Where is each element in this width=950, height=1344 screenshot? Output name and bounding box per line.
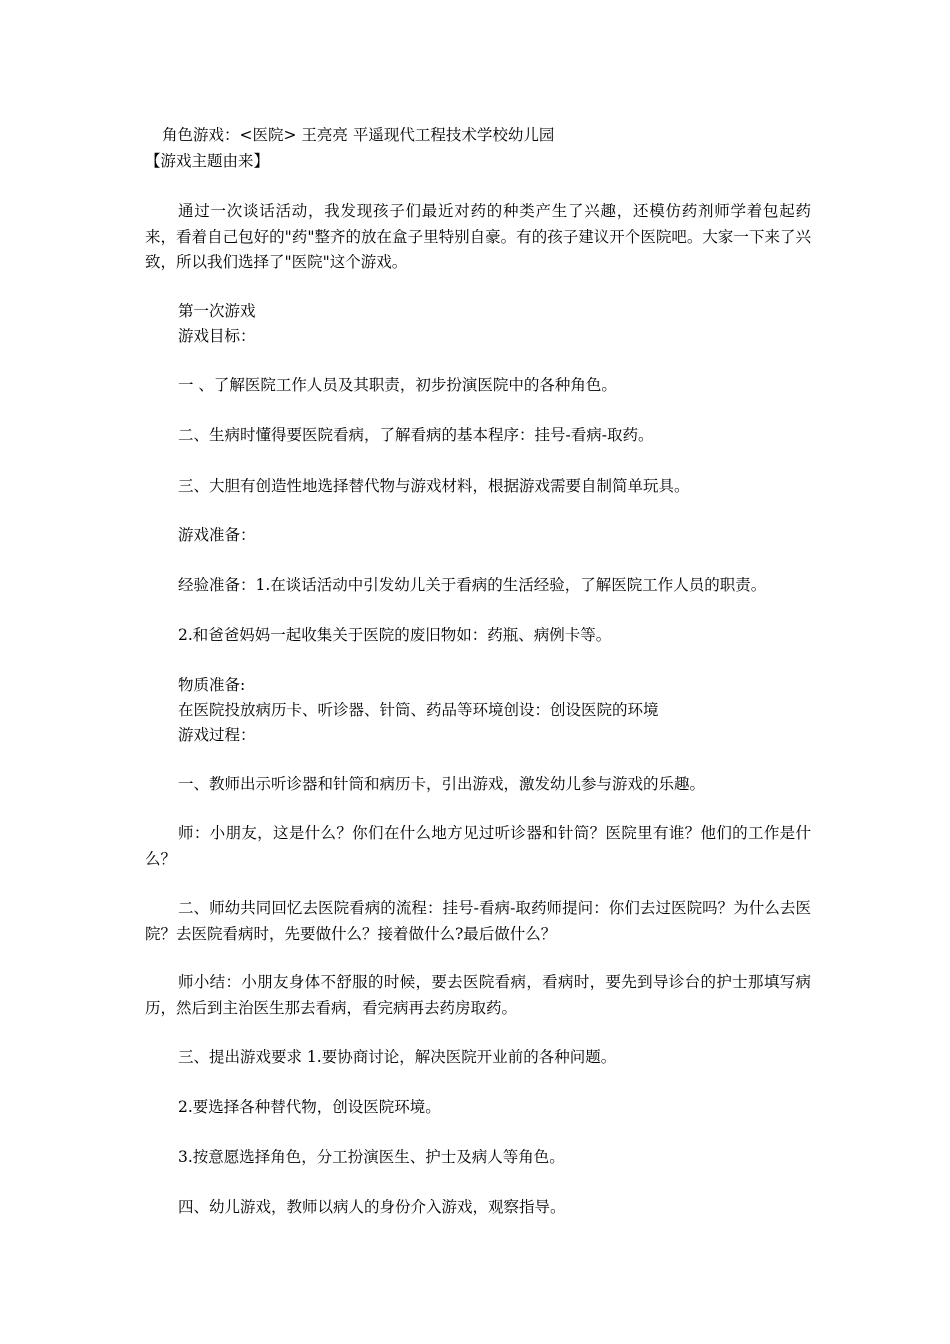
goal-1: 一 、了解医院工作人员及其职责，初步扮演医院中的各种角色。: [178, 376, 617, 394]
process-label: 游戏过程：: [178, 726, 256, 744]
first-game-heading: 第一次游戏: [178, 302, 256, 320]
section-heading: 【游戏主题由来】: [145, 152, 270, 170]
teacher-question: 师：小朋友，这是什么？你们在什么地方见过听诊器和针筒？医院里有谁？他们的工作是什么？: [145, 824, 811, 868]
goal-3: 三、大胆有创造性地选择替代物与游戏材料，根据游戏需要自制简单玩具。: [178, 477, 690, 495]
step-1: 一、教师出示听诊器和针筒和病历卡，引出游戏，激发幼儿参与游戏的乐趣。: [178, 775, 706, 793]
requirement-3: 3.按意愿选择角色，分工扮演医生、护士及病人等角色。: [178, 1148, 565, 1166]
material-label: 物质准备:: [178, 676, 246, 694]
prep-experience: 经验准备：1.在谈话活动中引发幼儿关于看病的生活经验，了解医院工作人员的职责。: [178, 576, 767, 594]
goals-label: 游戏目标：: [178, 327, 256, 345]
prep-label: 游戏准备：: [178, 526, 256, 544]
teacher-summary: 师小结：小朋友身体不舒服的时候，要去医院看病，看病时，要先到导诊台的护士那填写病历，然后到主治医生那去看病，看完病再去药房取药。: [145, 973, 811, 1017]
prep-collect: 2.和爸爸妈妈一起收集关于医院的废旧物如：药瓶、病例卡等。: [178, 626, 612, 644]
intro-paragraph: 通过一次谈话活动，我发现孩子们最近对药的种类产生了兴趣，还模仿药剂师学着包起药来，看着自己包好的"药"整齐的放在盒子里特别自豪。有的孩子建议开个医院吧。大家一下来了兴致，所以我们选择了"医院"这个游戏。: [145, 202, 811, 271]
step-3: 三、提出游戏要求 1.要协商讨论，解决医院开业前的各种问题。: [178, 1048, 617, 1066]
goal-2: 二、生病时懂得要医院看病，了解看病的基本程序：挂号-看病-取药。: [178, 426, 654, 444]
requirement-2: 2.要选择各种替代物，创设医院环境。: [178, 1098, 441, 1116]
step-2: 二、师幼共同回忆去医院看病的流程：挂号-看病-取药师提问：你们去过医院吗？为什么去医院？去医院看病时，先要做什么？接着做什么?最后做什么？: [145, 899, 811, 943]
title-line: 角色游戏：<医院> 王亮亮 平遥现代工程技术学校幼儿园: [162, 126, 555, 144]
material-detail: 在医院投放病历卡、听诊器、针筒、药品等环境创设：创设医院的环境: [178, 701, 659, 719]
step-4: 四、幼儿游戏，教师以病人的身份介入游戏，观察指导。: [178, 1198, 566, 1216]
